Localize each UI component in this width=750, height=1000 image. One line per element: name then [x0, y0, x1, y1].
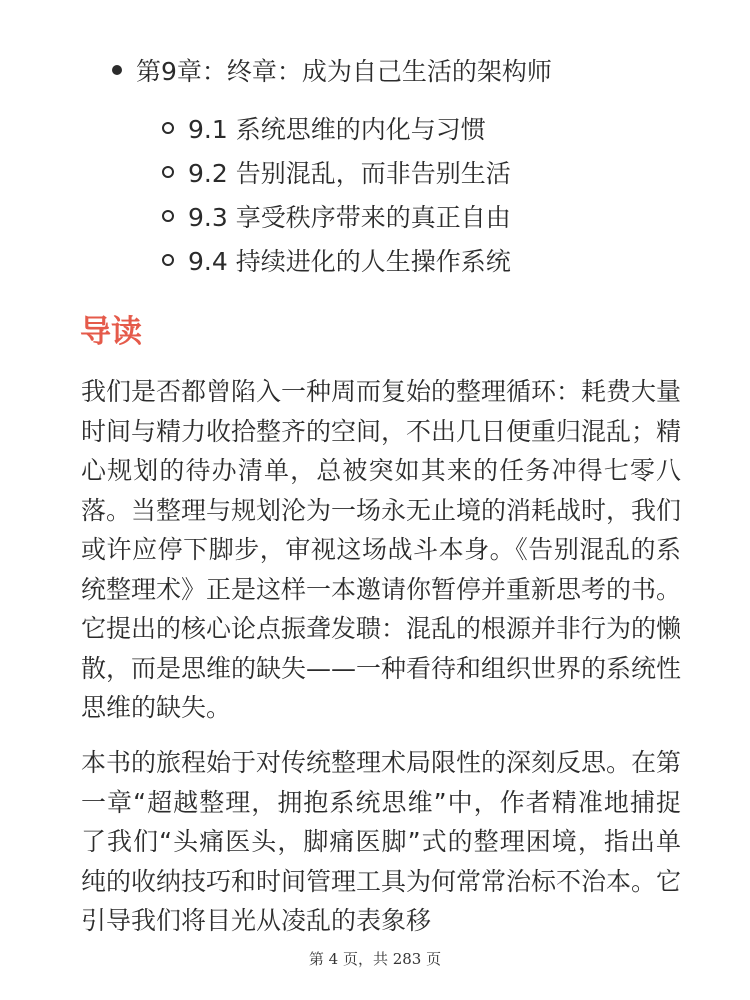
toc-section-title: 9.3 享受秩序带来的真正自由	[188, 203, 511, 232]
toc-section-title: 9.4 持续进化的人生操作系统	[188, 247, 511, 276]
bullet-circle-icon	[162, 166, 174, 178]
bullet-circle-icon	[162, 210, 174, 222]
bullet-circle-icon	[162, 254, 174, 266]
toc-section-item	[162, 108, 511, 152]
toc-chapter-title: 第9章：终章：成为自己生活的架构师	[136, 57, 552, 86]
intro-paragraph-1: 我们是否都曾陷入一种周而复始的整理循环：耗费大量时间与精力收拾整齐的空间，不出几日便重归混乱；精心规划的待办清单，总被突如其来的任务冲得七零八落。当整理与规划沦为一场永无止境的消耗战时，我们或许应停下脚步，审视这场战斗本身。《告别混乱的系统整理术》正是这样一本邀请你暂停并重新思考的书。它提出的核心论点振聋发聩：混乱的根源并非行为的懒散，而是思维的缺失——一种看待和组织世界的系统性思维的缺失。	[81, 377, 682, 722]
toc-section-list	[162, 108, 511, 284]
section-heading: 导读	[80, 314, 142, 350]
toc-section-item	[162, 240, 511, 284]
toc-section-item	[162, 152, 511, 196]
bullet-dot-icon	[112, 65, 122, 75]
toc-section-item	[162, 196, 511, 240]
bullet-circle-icon	[162, 122, 174, 134]
intro-paragraph-2: 本书的旅程始于对传统整理术局限性的深刻反思。在第一章“超越整理，拥抱系统思维”中，作者精准地捕捉了我们“头痛医头，脚痛医脚”式的整理困境，指出单纯的收纳技巧和时间管理工具为何常常治标不治本。它引导我们将目光从凌乱的表象移	[81, 748, 682, 935]
toc-section-title: 9.2 告别混乱，而非告别生活	[188, 159, 511, 188]
toc-section-title: 9.1 系统思维的内化与习惯	[188, 115, 486, 144]
toc-chapter-item	[112, 52, 552, 92]
page-number-footer: 第 4 页，共 283 页	[308, 950, 442, 968]
